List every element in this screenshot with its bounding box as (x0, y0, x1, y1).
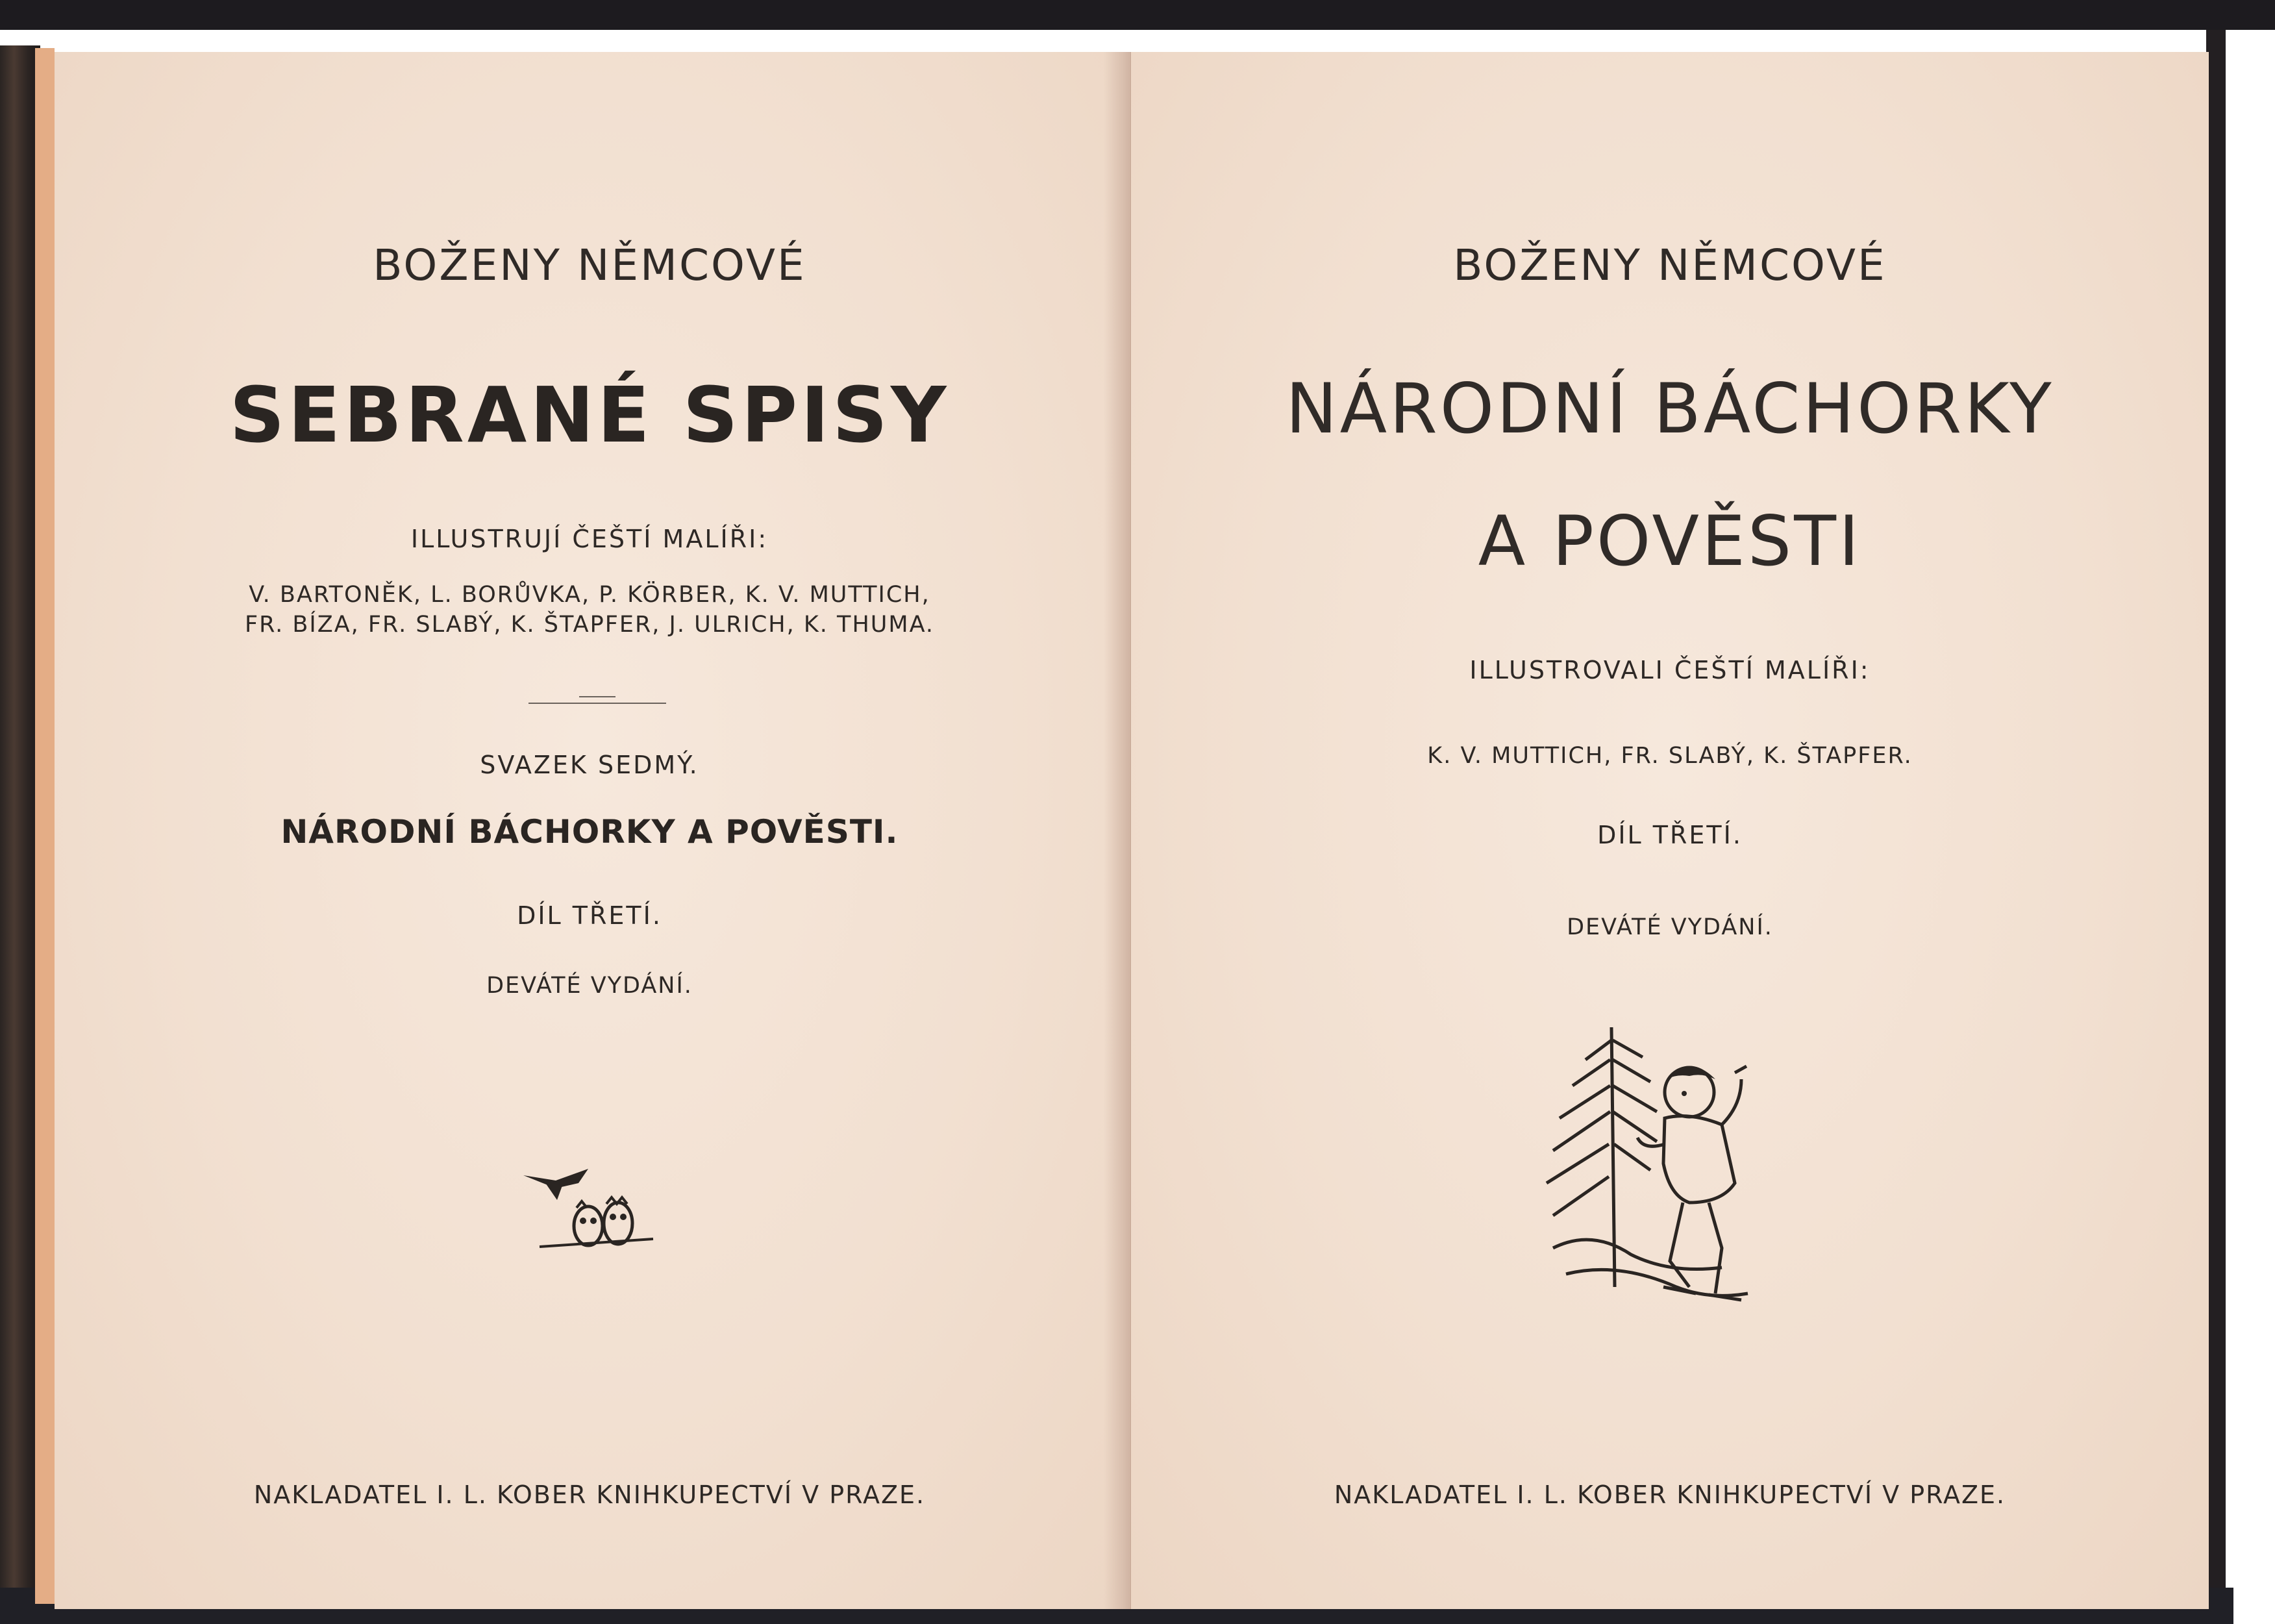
right-title-line-1: NÁRODNÍ BÁCHORKY (1286, 369, 2054, 449)
right-edition: DEVÁTÉ VYDÁNÍ. (1567, 914, 1773, 940)
right-page (1131, 52, 2209, 1609)
left-work-title: NÁRODNÍ BÁCHORKY A POVĚSTI. (280, 813, 899, 851)
divider-rule-accent (579, 696, 615, 697)
scan-background-top (0, 0, 2275, 30)
boy-and-tree-icon (1527, 1014, 1774, 1319)
book-cover-edge (0, 45, 40, 1622)
left-author: BOŽENY NĚMCOVÉ (373, 240, 806, 290)
left-volume: SVAZEK SEDMÝ. (480, 751, 699, 779)
left-part: DÍL TŘETÍ. (517, 901, 662, 930)
left-page (55, 52, 1125, 1609)
right-illustrators-heading: ILLUSTROVALI ČEŠTÍ MALÍŘI: (1469, 656, 1871, 684)
divider-rule (528, 703, 666, 704)
left-title: SEBRANÉ SPISY (229, 370, 950, 460)
right-title-line-2: A POVĚSTI (1478, 501, 1862, 581)
left-illustrators-line-2: FR. BÍZA, FR. SLABÝ, K. ŠTAPFER, J. ULRICH, K. THUMA. (244, 612, 935, 638)
endpaper-edge (35, 48, 55, 1604)
left-illustrators-line-1: V. BARTONĚK, L. BORŮVKA, P. KÖRBER, K. V. MUTTICH, (249, 582, 930, 608)
right-author: BOŽENY NĚMCOVÉ (1453, 240, 1887, 290)
owls-and-bird-icon (517, 1149, 660, 1260)
book-cover-right-edge (2206, 30, 2226, 1621)
right-part: DÍL TŘETÍ. (1597, 821, 1743, 849)
left-illustrators-heading: ILLUSTRUJÍ ČEŠTÍ MALÍŘI: (410, 525, 769, 553)
right-illustrators: K. V. MUTTICH, FR. SLABÝ, K. ŠTAPFER. (1427, 743, 1913, 769)
right-publisher: NAKLADATEL I. L. KOBER KNIHKUPECTVÍ V PRAZE. (1334, 1480, 2006, 1509)
left-publisher: NAKLADATEL I. L. KOBER KNIHKUPECTVÍ V PRAZE. (253, 1480, 926, 1509)
left-edition: DEVÁTÉ VYDÁNÍ. (486, 973, 693, 999)
